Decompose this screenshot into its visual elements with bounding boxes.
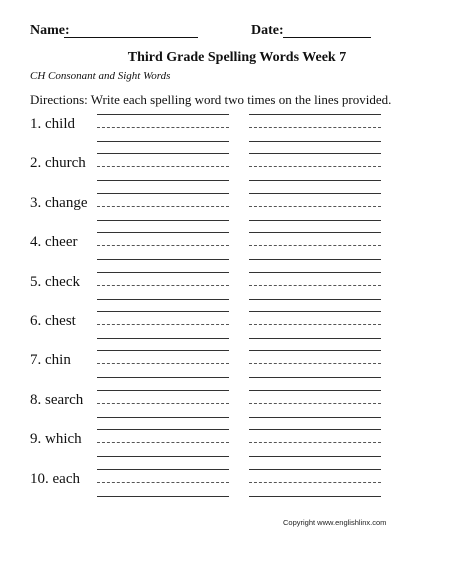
spelling-word: 5. check [30,273,80,290]
writing-lines-left[interactable] [97,311,229,339]
name-label: Name: [30,23,70,38]
word-row [0,230,474,269]
date-label: Date: [251,23,284,38]
writing-lines-right[interactable] [249,114,381,142]
word-rows [0,112,474,506]
writing-lines-right[interactable] [249,311,381,339]
word-row [0,309,474,348]
copyright-notice: Copyright www.englishlinx.com [283,518,387,527]
spelling-word: 2. church [30,155,86,172]
spelling-word: 8. search [30,391,84,408]
writing-lines-right[interactable] [249,232,381,260]
writing-lines-right[interactable] [249,390,381,418]
writing-lines-right[interactable] [249,429,381,457]
writing-lines-right[interactable] [249,350,381,378]
writing-lines-left[interactable] [97,390,229,418]
writing-lines-left[interactable] [97,350,229,378]
spelling-word: 6. chest [30,312,76,329]
word-row [0,112,474,151]
name-line[interactable] [64,37,198,38]
writing-lines-left[interactable] [97,469,229,497]
word-row [0,270,474,309]
writing-lines-left[interactable] [97,272,229,300]
writing-lines-left[interactable] [97,114,229,142]
writing-lines-right[interactable] [249,193,381,221]
header [30,23,444,43]
writing-lines-left[interactable] [97,153,229,181]
writing-lines-left[interactable] [97,429,229,457]
writing-lines-left[interactable] [97,232,229,260]
worksheet-title: Third Grade Spelling Words Week 7 [127,50,347,65]
writing-lines-right[interactable] [249,153,381,181]
spelling-word: 7. chin [30,352,71,369]
date-line[interactable] [283,37,371,38]
spelling-word: 4. cheer [30,234,78,251]
spelling-word: 10. each [30,470,80,487]
writing-lines-right[interactable] [249,469,381,497]
word-row [0,467,474,506]
word-row [0,388,474,427]
spelling-word: 9. which [30,431,82,448]
word-row [0,191,474,230]
word-row [0,151,474,190]
writing-lines-right[interactable] [249,272,381,300]
spelling-word: 3. change [30,194,88,211]
directions: Directions: Write each spelling word two times on the lines provided. [30,92,392,107]
spelling-word: 1. child [30,116,75,132]
word-row [0,348,474,387]
writing-lines-left[interactable] [97,193,229,221]
worksheet-subtitle: CH Consonant and Sight Words [30,70,171,82]
word-row [0,427,474,466]
